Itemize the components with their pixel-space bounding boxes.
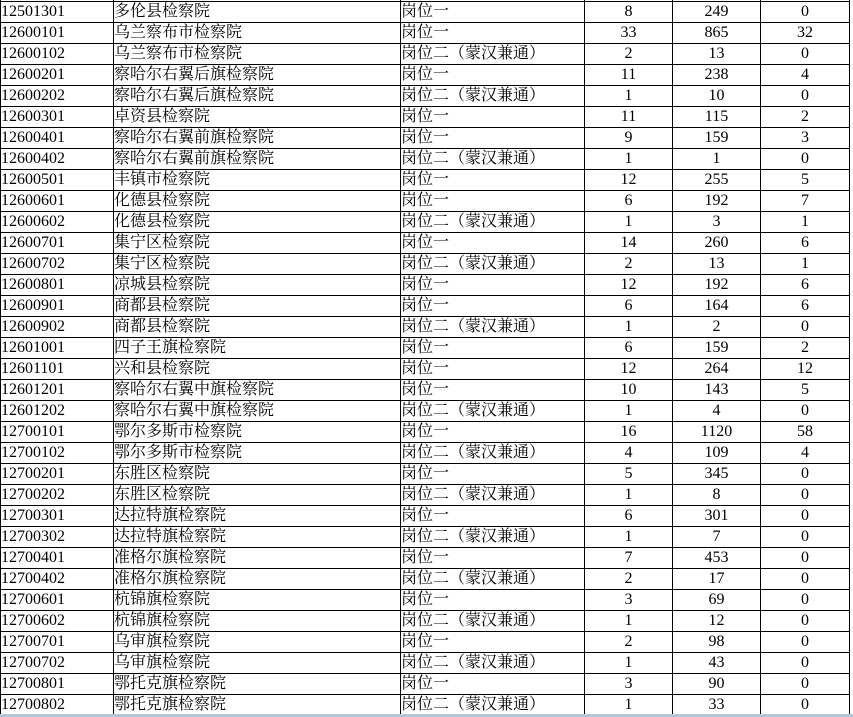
cell-value3: 0: [761, 590, 850, 611]
cell-unit: 鄂尔多斯市检察院: [114, 443, 401, 464]
cell-value2: 98: [673, 632, 761, 653]
table-row: [1, 212, 850, 233]
table-row: [1, 401, 850, 422]
cell-value1: 1: [585, 485, 673, 506]
cell-value1: 5: [585, 464, 673, 485]
cell-code: 12600501: [1, 170, 114, 191]
cell-value3: 3: [761, 128, 850, 149]
cell-value2: 159: [673, 128, 761, 149]
table-row: [1, 65, 850, 86]
cell-value2: 238: [673, 65, 761, 86]
cell-position: 岗位一: [401, 464, 585, 485]
table-row: [1, 275, 850, 296]
cell-unit: 商都县检察院: [114, 296, 401, 317]
cell-code: 12700201: [1, 464, 114, 485]
cell-code: 12700802: [1, 695, 114, 716]
cell-position: 岗位一: [401, 296, 585, 317]
table-row: [1, 485, 850, 506]
cell-position: 岗位一: [401, 632, 585, 653]
cell-position: 岗位一: [401, 590, 585, 611]
cell-code: 12600801: [1, 275, 114, 296]
table-row: [1, 86, 850, 107]
table-row: [1, 464, 850, 485]
cell-position: 岗位一: [401, 170, 585, 191]
cell-unit: 鄂尔多斯市检察院: [114, 422, 401, 443]
table-row: [1, 149, 850, 170]
cell-value3: 1: [761, 212, 850, 233]
cell-value1: 12: [585, 170, 673, 191]
cell-code: 12700402: [1, 569, 114, 590]
cell-value1: 12: [585, 359, 673, 380]
cell-value3: 58: [761, 422, 850, 443]
cell-code: 12601101: [1, 359, 114, 380]
cell-value1: 6: [585, 191, 673, 212]
table-row: [1, 653, 850, 674]
cell-unit: 乌审旗检察院: [114, 632, 401, 653]
table-row: [1, 359, 850, 380]
table-row: [1, 107, 850, 128]
cell-value1: 1: [585, 611, 673, 632]
cell-unit: 凉城县检察院: [114, 275, 401, 296]
cell-unit: 鄂托克旗检察院: [114, 674, 401, 695]
cell-value2: 7: [673, 527, 761, 548]
cell-value1: 6: [585, 296, 673, 317]
cell-code: 12600102: [1, 44, 114, 65]
cell-code: 12700602: [1, 611, 114, 632]
cell-code: 12600602: [1, 212, 114, 233]
cell-value3: 0: [761, 506, 850, 527]
cell-position: 岗位一: [401, 338, 585, 359]
cell-value2: 143: [673, 380, 761, 401]
cell-value3: 0: [761, 548, 850, 569]
cell-unit: 乌兰察布市检察院: [114, 23, 401, 44]
cell-value1: 1: [585, 401, 673, 422]
cell-position: 岗位二（蒙汉兼通）: [401, 569, 585, 590]
cell-value3: 0: [761, 674, 850, 695]
cell-code: 12600901: [1, 296, 114, 317]
cell-value3: 7: [761, 191, 850, 212]
cell-value1: 2: [585, 569, 673, 590]
cell-value3: 0: [761, 2, 850, 23]
cell-value1: 1: [585, 653, 673, 674]
table-row: [1, 191, 850, 212]
cell-code: 12600402: [1, 149, 114, 170]
cell-value3: 6: [761, 275, 850, 296]
cell-value2: 865: [673, 23, 761, 44]
cell-value3: 0: [761, 464, 850, 485]
cell-value2: 3: [673, 212, 761, 233]
table-row: [1, 674, 850, 695]
cell-code: 12700601: [1, 590, 114, 611]
table-row: [1, 443, 850, 464]
cell-unit: 达拉特旗检察院: [114, 527, 401, 548]
table-row: [1, 128, 850, 149]
cell-position: 岗位二（蒙汉兼通）: [401, 317, 585, 338]
cell-position: 岗位一: [401, 422, 585, 443]
table-row: [1, 296, 850, 317]
cell-value1: 10: [585, 380, 673, 401]
table-row: [1, 254, 850, 275]
cell-value1: 11: [585, 107, 673, 128]
cell-unit: 东胜区检察院: [114, 485, 401, 506]
cell-position: 岗位一: [401, 2, 585, 23]
cell-value3: 0: [761, 527, 850, 548]
cell-value1: 7: [585, 548, 673, 569]
cell-code: 12700701: [1, 632, 114, 653]
cell-value3: 0: [761, 653, 850, 674]
cell-unit: 化德县检察院: [114, 191, 401, 212]
cell-value3: 1: [761, 254, 850, 275]
cell-unit: 乌兰察布市检察院: [114, 44, 401, 65]
cell-unit: 准格尔旗检察院: [114, 569, 401, 590]
cell-value1: 3: [585, 590, 673, 611]
table-row: [1, 611, 850, 632]
cell-value2: 301: [673, 506, 761, 527]
cell-unit: 察哈尔右翼中旗检察院: [114, 380, 401, 401]
cell-value1: 1: [585, 317, 673, 338]
cell-value3: 0: [761, 317, 850, 338]
cell-code: 12700102: [1, 443, 114, 464]
cell-unit: 商都县检察院: [114, 317, 401, 338]
cell-value3: 12: [761, 359, 850, 380]
cell-unit: 丰镇市检察院: [114, 170, 401, 191]
cell-position: 岗位二（蒙汉兼通）: [401, 611, 585, 632]
cell-value3: 0: [761, 611, 850, 632]
cell-code: 12700401: [1, 548, 114, 569]
cell-position: 岗位二（蒙汉兼通）: [401, 443, 585, 464]
cell-value3: 6: [761, 233, 850, 254]
cell-code: 12600201: [1, 65, 114, 86]
cell-value1: 6: [585, 338, 673, 359]
cell-code: 12601201: [1, 380, 114, 401]
cell-value2: 8: [673, 485, 761, 506]
cell-value2: 4: [673, 401, 761, 422]
cell-value1: 14: [585, 233, 673, 254]
cell-value3: 0: [761, 149, 850, 170]
cell-value1: 4: [585, 443, 673, 464]
cell-unit: 达拉特旗检察院: [114, 506, 401, 527]
cell-position: 岗位二（蒙汉兼通）: [401, 401, 585, 422]
table-row: [1, 569, 850, 590]
cell-position: 岗位一: [401, 191, 585, 212]
cell-unit: 杭锦旗检察院: [114, 590, 401, 611]
cell-position: 岗位二（蒙汉兼通）: [401, 212, 585, 233]
table-row: [1, 338, 850, 359]
cell-value1: 8: [585, 2, 673, 23]
cell-value1: 2: [585, 254, 673, 275]
cell-value1: 2: [585, 44, 673, 65]
cell-value2: 192: [673, 275, 761, 296]
cell-unit: 鄂托克旗检察院: [114, 695, 401, 716]
cell-code: 12600601: [1, 191, 114, 212]
cell-position: 岗位二（蒙汉兼通）: [401, 44, 585, 65]
cell-unit: 多伦县检察院: [114, 2, 401, 23]
cell-code: 12600702: [1, 254, 114, 275]
cell-unit: 乌审旗检察院: [114, 653, 401, 674]
table-row: [1, 23, 850, 44]
cell-unit: 卓资县检察院: [114, 107, 401, 128]
cell-value1: 3: [585, 674, 673, 695]
cell-unit: 集宁区检察院: [114, 233, 401, 254]
cell-code: 12600701: [1, 233, 114, 254]
cell-value1: 16: [585, 422, 673, 443]
cell-value3: 0: [761, 86, 850, 107]
table-body: [1, 0, 850, 716]
cell-unit: 察哈尔右翼中旗检察院: [114, 401, 401, 422]
cell-unit: 察哈尔右翼后旗检察院: [114, 86, 401, 107]
cell-code: 12601202: [1, 401, 114, 422]
cell-value2: 164: [673, 296, 761, 317]
cell-value2: 12: [673, 611, 761, 632]
table-row: [1, 170, 850, 191]
cell-position: 岗位二（蒙汉兼通）: [401, 86, 585, 107]
cell-value2: 115: [673, 107, 761, 128]
cell-position: 岗位一: [401, 548, 585, 569]
cell-value3: 4: [761, 443, 850, 464]
cell-unit: 杭锦旗检察院: [114, 611, 401, 632]
cell-position: 岗位一: [401, 65, 585, 86]
table-row: [1, 527, 850, 548]
cell-value3: 0: [761, 569, 850, 590]
cell-value2: 192: [673, 191, 761, 212]
cell-unit: 化德县检察院: [114, 212, 401, 233]
table-row: [1, 506, 850, 527]
cell-value1: 11: [585, 65, 673, 86]
cell-value2: 109: [673, 443, 761, 464]
cell-code: 12501301: [1, 2, 114, 23]
cell-value2: 264: [673, 359, 761, 380]
table-row: [1, 632, 850, 653]
cell-code: 12600202: [1, 86, 114, 107]
cell-value3: 32: [761, 23, 850, 44]
cell-value3: 2: [761, 107, 850, 128]
cell-value2: 345: [673, 464, 761, 485]
cell-code: 12700301: [1, 506, 114, 527]
cell-unit: 集宁区检察院: [114, 254, 401, 275]
cell-code: 12700101: [1, 422, 114, 443]
cell-value3: 5: [761, 170, 850, 191]
cell-value2: 249: [673, 2, 761, 23]
cell-position: 岗位一: [401, 674, 585, 695]
cell-value2: 159: [673, 338, 761, 359]
cell-position: 岗位二（蒙汉兼通）: [401, 254, 585, 275]
cell-value3: 0: [761, 401, 850, 422]
cell-value2: 2: [673, 317, 761, 338]
cell-value3: 6: [761, 296, 850, 317]
cell-value1: 1: [585, 695, 673, 716]
cell-position: 岗位二（蒙汉兼通）: [401, 653, 585, 674]
cell-value1: 1: [585, 212, 673, 233]
cell-unit: 兴和县检察院: [114, 359, 401, 380]
cell-code: 12700702: [1, 653, 114, 674]
cell-value2: 33: [673, 695, 761, 716]
cell-code: 12700202: [1, 485, 114, 506]
cell-value3: 0: [761, 44, 850, 65]
cell-value2: 1: [673, 149, 761, 170]
table-row: [1, 233, 850, 254]
cell-position: 岗位二（蒙汉兼通）: [401, 695, 585, 716]
cell-value1: 12: [585, 275, 673, 296]
cell-unit: 察哈尔右翼前旗检察院: [114, 149, 401, 170]
cell-value1: 33: [585, 23, 673, 44]
cell-value3: 5: [761, 380, 850, 401]
cell-code: 12700302: [1, 527, 114, 548]
cell-value2: 69: [673, 590, 761, 611]
cell-value3: 2: [761, 338, 850, 359]
cell-code: 12600301: [1, 107, 114, 128]
cell-position: 岗位一: [401, 23, 585, 44]
cell-code: 12600101: [1, 23, 114, 44]
cell-position: 岗位二（蒙汉兼通）: [401, 149, 585, 170]
cell-unit: 准格尔旗检察院: [114, 548, 401, 569]
cell-value1: 1: [585, 527, 673, 548]
cell-position: 岗位一: [401, 380, 585, 401]
cell-value1: 9: [585, 128, 673, 149]
cell-value3: 0: [761, 485, 850, 506]
cell-value2: 13: [673, 44, 761, 65]
cell-value3: 4: [761, 65, 850, 86]
cell-position: 岗位一: [401, 359, 585, 380]
cell-value1: 2: [585, 632, 673, 653]
table-row: [1, 380, 850, 401]
cell-value2: 17: [673, 569, 761, 590]
cell-position: 岗位一: [401, 275, 585, 296]
cell-code: 12601001: [1, 338, 114, 359]
cell-position: 岗位一: [401, 233, 585, 254]
cell-value2: 453: [673, 548, 761, 569]
cell-value2: 1120: [673, 422, 761, 443]
cell-unit: 四子王旗检察院: [114, 338, 401, 359]
table-row: [1, 422, 850, 443]
cell-value3: 0: [761, 632, 850, 653]
table-row: [1, 695, 850, 716]
cell-position: 岗位一: [401, 107, 585, 128]
cell-unit: 察哈尔右翼前旗检察院: [114, 128, 401, 149]
cell-position: 岗位一: [401, 128, 585, 149]
table-row: [1, 317, 850, 338]
cell-value2: 43: [673, 653, 761, 674]
cell-code: 12700801: [1, 674, 114, 695]
cell-position: 岗位二（蒙汉兼通）: [401, 485, 585, 506]
cell-value2: 255: [673, 170, 761, 191]
cell-code: 12600401: [1, 128, 114, 149]
cell-value2: 260: [673, 233, 761, 254]
cell-value1: 1: [585, 86, 673, 107]
table-row: [1, 590, 850, 611]
cell-value1: 6: [585, 506, 673, 527]
cell-position: 岗位二（蒙汉兼通）: [401, 527, 585, 548]
cell-value1: 1: [585, 149, 673, 170]
cell-position: 岗位一: [401, 506, 585, 527]
cell-value3: 0: [761, 695, 850, 716]
cell-value2: 90: [673, 674, 761, 695]
table-row: [1, 548, 850, 569]
table-row: [1, 2, 850, 23]
table-row: [1, 44, 850, 65]
cell-unit: 察哈尔右翼后旗检察院: [114, 65, 401, 86]
cell-value2: 10: [673, 86, 761, 107]
cell-value2: 13: [673, 254, 761, 275]
cell-code: 12600902: [1, 317, 114, 338]
cell-unit: 东胜区检察院: [114, 464, 401, 485]
